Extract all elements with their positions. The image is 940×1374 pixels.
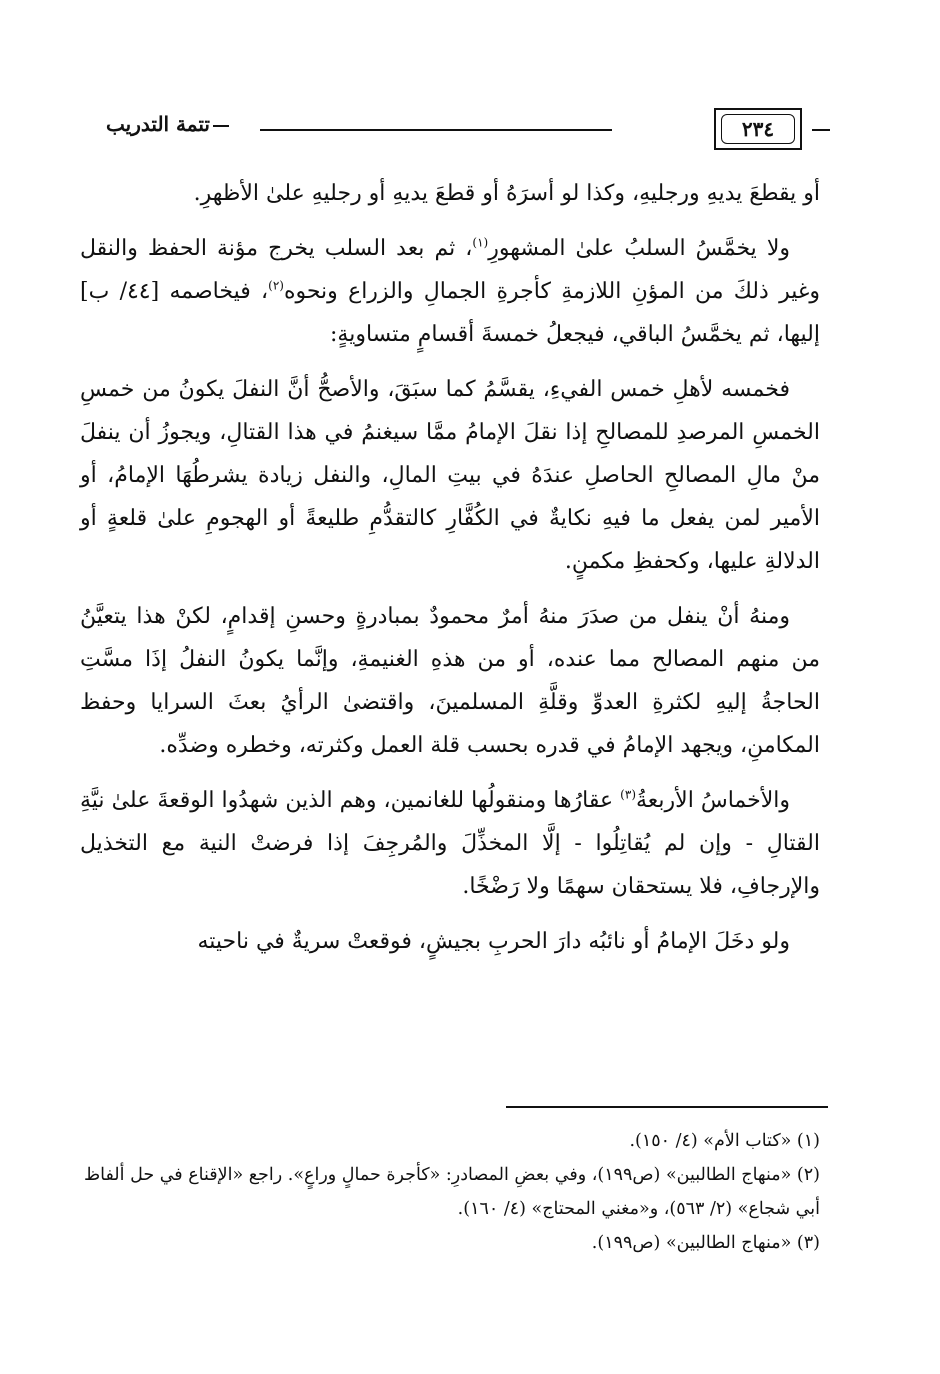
running-title — [78, 112, 260, 136]
header-rule-right — [812, 129, 830, 131]
page-number: ٢٣٤ — [721, 114, 795, 144]
footnote-1: (١) «كتاب الأم» (٤/ ١٥٠). — [629, 1131, 820, 1151]
footnote-separator — [506, 1106, 828, 1108]
paragraph-4: ومنهُ أنْ ينفل من صدَرَ منهُ أمرٌ محمودٌ بمبادرةٍ وحسنِ إقدامٍ، لكنْ هذا يتعيَّنُ من منهم المصالح مما عنده، أو من هذهِ الغنيمةِ، وإنَّما يكونُ النفلُ إذَا مسَّتِ الحاجةُ إليهِ لكثرةِ العدوِّ وقلَّةِ المسلمينَ، واقتضىٰ الرأيُ بعثَ السرايا وحفظ المكامنِ، ويجهد الإمامُ في قدره بحسب قلة العمل وكثرته، وخطره وضدِّه. — [80, 604, 820, 758]
paragraph-2-text: ولا يخمَّسُ السلبُ علىٰ المشهورِ$^{(١)}$، ثم بعد السلب يخرج مؤنة الحفظ والنقل وغير ذلكَ من المؤنِ اللازمةِ كأجرةِ الجمالِ والزراع ونحوه$^{(٢)}$، فيخاصمه [٤٤/ ب] إليها، ثم يخمَّسُ الباقي، فيجعلُ خمسةَ أقسامٍ متساويةٍ: — [80, 235, 820, 347]
paragraph-6: ولو دخَلَ الإمامُ أو نائبُه دارَ الحربِ بجيشٍ، فوقعتْ سريةٌ في ناحيته — [197, 929, 790, 954]
main-text — [80, 172, 820, 975]
footnote-ref-3[interactable]: (٣) — [620, 787, 636, 802]
header-rule-left — [260, 129, 612, 131]
paragraph-3: فخمسه لأهلِ خمس الفيءِ، يقسَّمُ كما سبَقَ، والأصحُّ أنَّ النفلَ يكونُ من خمسِ الخمسِ المرصدِ للمصالحِ إذا نقلَ الإمامُ ممَّا سيغنمُ في هذا القتالِ، ويجوزُ أن ينفلَ منْ مالِ المصالحِ الحاصلِ عندَهُ في بيتِ المالِ، والنفل زيادة يشرطُهَا الإمامُ، أو الأمير لمن يفعل ما فيهِ نكايةٌ في الكُفَّارِ كالتقدُّمِ طليعةً أو الهجومِ علىٰ قلعةٍ أو الدلالةِ عليها، وكحفظِ مكمنٍ. — [80, 377, 820, 574]
footnote-3: (٣) «منهاج الطالبين» (ص١٩٩). — [591, 1233, 820, 1253]
page-header — [78, 108, 830, 154]
title-dash-left — [213, 125, 229, 127]
running-title-text: تتمة التدريب — [106, 112, 210, 136]
paragraph-5: والأخماسُ الأربعةُ$^{(٣)}$ عقارُها ومنقولُها للغانمين، وهم الذين شهدُوا الوقعةَ علىٰ نيَّةِ القتالِ - وإن لم يُقاتِلُوا - إلَّا المخذِّلَ والمُرجِفَ إذا فرضتْ النية مع التخذيل والإرجافِ، فلا يستحقان سهمًا ولا رَضْخًا. — [80, 787, 820, 899]
footnotes — [80, 1124, 820, 1260]
paragraph-2 — [80, 227, 820, 356]
footnote-ref-1[interactable]: (١) — [472, 235, 489, 250]
paragraph-1: أو يقطعَ يديهِ ورجليهِ، وكذا لو أسرَهُ أو قطعَ يديهِ أو رجليهِ علىٰ الأظهرِ. — [193, 181, 820, 206]
footnote-ref-2[interactable]: (٢) — [268, 278, 284, 293]
footnote-2: (٢) «منهاج الطالبين» (ص١٩٩)، وفي بعضِ المصادرِ: «كأجرة حمالٍ وراعٍ». راجع «الإقناع في حل ألفاظ أبي شجاع» (٢/ ٥٦٣)، و«مغني المحتاج» (٤/ ١٦٠). — [83, 1165, 820, 1219]
page-number-frame — [714, 108, 802, 150]
